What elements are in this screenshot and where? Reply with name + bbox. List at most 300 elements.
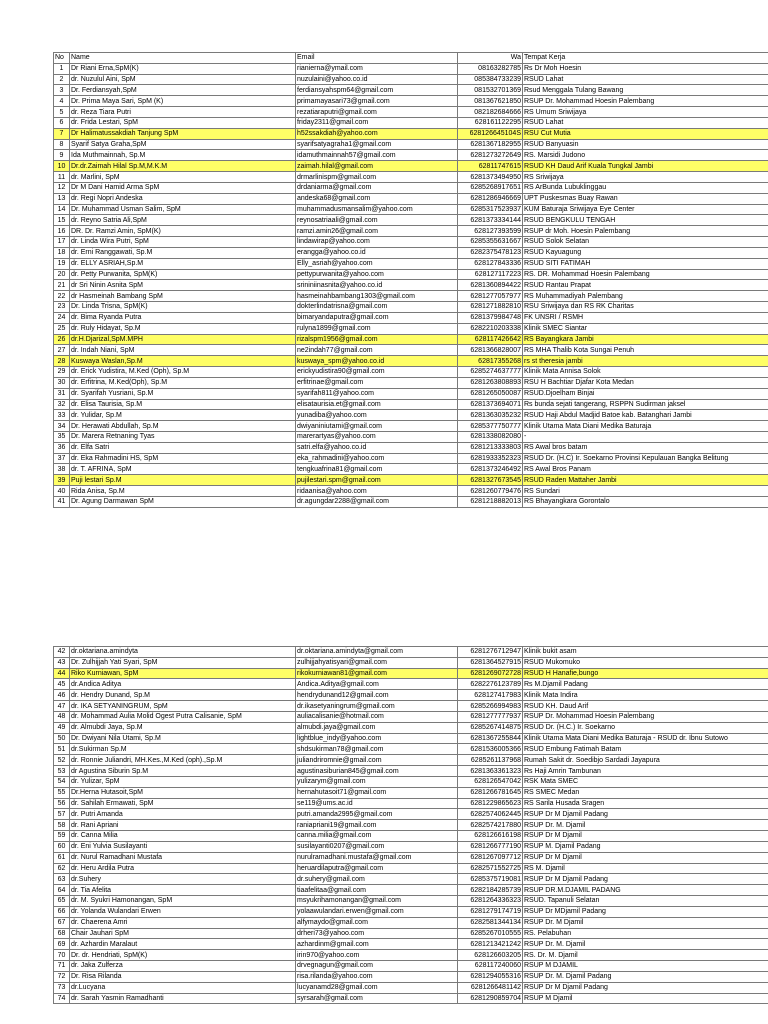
cell-wa: 6281327673545	[458, 475, 523, 486]
cell-email: hasmeinahbambang1303@gmail.com	[296, 291, 458, 302]
cell-name: dr. T. AFRINA, SpM	[70, 464, 296, 475]
cell-name: dr. Frida Lestari, SpM	[70, 117, 296, 128]
cell-wa: 6281277777937	[458, 711, 523, 722]
cell-work: RSUD Haji Abdul Madjid Batoe kab. Batanghari Jambi	[523, 410, 768, 421]
cell-wa: 6282571552725	[458, 863, 523, 874]
header-name: Name	[70, 53, 296, 64]
table-row	[54, 464, 768, 475]
cell-wa: 6281263808893	[458, 377, 523, 388]
cell-work: RSUP Dr. Mohammad Hoesin Palembang	[523, 96, 768, 107]
cell-work: RSUD Raden Mattaher Jambi	[523, 475, 768, 486]
table-row	[54, 766, 768, 777]
table-row	[54, 399, 768, 410]
cell-email: eka_rahmadini@yahoo.com	[296, 453, 458, 464]
table-row	[54, 863, 768, 874]
cell-no: 9	[54, 150, 70, 161]
cell-no: 14	[54, 204, 70, 215]
cell-name: Dr Riani Erna,SpM(K)	[70, 63, 296, 74]
cell-email: lindawirap@yahoo.com	[296, 237, 458, 248]
cell-no: 33	[54, 410, 70, 421]
table-row	[54, 258, 768, 269]
cell-work: RSUD KH. Daud Arif	[523, 701, 768, 712]
cell-name: dr. Canna Milia	[70, 831, 296, 842]
cell-wa: 6285377750777	[458, 421, 523, 432]
cell-no: 37	[54, 453, 70, 464]
cell-work: RSUP Dr MDjamil Padang	[523, 906, 768, 917]
cell-wa: 6282574062445	[458, 809, 523, 820]
cell-name: Chair Jauhari SpM	[70, 928, 296, 939]
cell-wa: 6282276123789	[458, 679, 523, 690]
cell-name: Dr. Risa Rilanda	[70, 971, 296, 982]
cell-no: 45	[54, 679, 70, 690]
cell-work: RS ArBunda Lubuklinggau	[523, 182, 768, 193]
cell-name: dr.oktariana.amindyta	[70, 647, 296, 658]
cell-name: dr. Heru Ardila Putra	[70, 863, 296, 874]
table-row	[54, 722, 768, 733]
cell-work: RSU Sriwijaya dan RS RK Charitas	[523, 302, 768, 313]
cell-wa: 08163282785	[458, 63, 523, 74]
cell-email: syarifah811@yahoo.com	[296, 388, 458, 399]
table-row	[54, 917, 768, 928]
cell-name: dr. Eka Rahmadini HS, SpM	[70, 453, 296, 464]
table-row	[54, 711, 768, 722]
cell-no: 68	[54, 928, 70, 939]
cell-name: dr. ELLY ASRIAH,Sp.M	[70, 258, 296, 269]
cell-work: Klinik bukit asam	[523, 647, 768, 658]
table-row	[54, 269, 768, 280]
table-row	[54, 215, 768, 226]
cell-no: 16	[54, 226, 70, 237]
table-row	[54, 668, 768, 679]
cell-no: 15	[54, 215, 70, 226]
cell-work: KUM Baturaja Sriwijaya Eye Center	[523, 204, 768, 215]
cell-wa: 081367621850	[458, 96, 523, 107]
table-row	[54, 647, 768, 658]
table-row	[54, 237, 768, 248]
cell-email: se119@ums.ac.id	[296, 798, 458, 809]
cell-email: erfitrinae@gmail.com	[296, 377, 458, 388]
cell-email: drdaniarma@gmail.com	[296, 182, 458, 193]
cell-wa: 6282581344134	[458, 917, 523, 928]
cell-name: Dr. Agung Darmawan SpM	[70, 496, 296, 507]
cell-name: Dr. dr. Hendriati, SpM(K)	[70, 950, 296, 961]
cell-email: yulizarym@gmail.com	[296, 776, 458, 787]
cell-work: RSUD BENGKULU TENGAH	[523, 215, 768, 226]
cell-wa: 6285266994983	[458, 701, 523, 712]
cell-work: RSUP Dr. M Djamil	[523, 917, 768, 928]
cell-email: heruardilaputra@gmail.com	[296, 863, 458, 874]
cell-wa: 6285274637777	[458, 367, 523, 378]
cell-wa: 6281366828007	[458, 345, 523, 356]
cell-work: RSUD. Tapanuli Selatan	[523, 896, 768, 907]
table-row	[54, 421, 768, 432]
cell-wa: 6281264336323	[458, 896, 523, 907]
cell-wa: 628126603205	[458, 950, 523, 961]
table-row	[54, 161, 768, 172]
cell-wa: 6281265050087	[458, 388, 523, 399]
cell-no: 34	[54, 421, 70, 432]
cell-email: ramzi.amin26@gmail.com	[296, 226, 458, 237]
table-row	[54, 820, 768, 831]
table-row	[54, 950, 768, 961]
cell-email: zulhijjahyatisyari@gmail.com	[296, 657, 458, 668]
cell-wa: 6281286946669	[458, 193, 523, 204]
cell-work: RSUP Dr. M. Djamil	[523, 939, 768, 950]
cell-work: UPT Puskesmas Buay Rawan	[523, 193, 768, 204]
cell-work: Rsud Menggala Tulang Bawang	[523, 85, 768, 96]
table-row	[54, 312, 768, 323]
cell-email: rianierna@ymail.com	[296, 63, 458, 74]
cell-wa: 6281269072728	[458, 668, 523, 679]
cell-name: dr. Nurul Ramadhani Mustafa	[70, 852, 296, 863]
cell-wa: 628126616198	[458, 831, 523, 842]
cell-no: 50	[54, 733, 70, 744]
cell-wa: 6281373494950	[458, 172, 523, 183]
cell-name: dr. Regi Nopri Andeska	[70, 193, 296, 204]
cell-name: dr. Indah Niani, SpM	[70, 345, 296, 356]
cell-no: 48	[54, 711, 70, 722]
cell-wa: 6281267097712	[458, 852, 523, 863]
cell-name: dr.Sukirman Sp.M	[70, 744, 296, 755]
contact-table-2	[53, 646, 768, 1004]
cell-name: Dr.Herna Hutasoit,SpM	[70, 787, 296, 798]
cell-work: RS M. Djamil	[523, 863, 768, 874]
table-row	[54, 345, 768, 356]
table-row	[54, 971, 768, 982]
cell-email: dr.agungdar2288@gmail.com	[296, 496, 458, 507]
cell-wa: 6281273272649	[458, 150, 523, 161]
cell-name: dr.Lucyana	[70, 982, 296, 993]
cell-no: 41	[54, 496, 70, 507]
cell-wa: 6281213421242	[458, 939, 523, 950]
cell-name: dr Sri Ninin Asnita SpM	[70, 280, 296, 291]
table-row	[54, 74, 768, 85]
table-row	[54, 182, 768, 193]
table-row	[54, 172, 768, 183]
cell-email: Elly_asriah@yahoo.com	[296, 258, 458, 269]
cell-wa: 6281373694071	[458, 399, 523, 410]
cell-wa: 628127843336	[458, 258, 523, 269]
cell-no: 18	[54, 247, 70, 258]
cell-name: dr. Nuzulul Aini, SpM	[70, 74, 296, 85]
cell-email: erangga@yahoo.co.id	[296, 247, 458, 258]
header-email: Email	[296, 53, 458, 64]
cell-work: -	[523, 431, 768, 442]
cell-name: dr. Marlini, SpM	[70, 172, 296, 183]
cell-name: Kuswaya Waslan,Sp.M	[70, 356, 296, 367]
cell-no: 39	[54, 475, 70, 486]
table-row	[54, 63, 768, 74]
cell-work: RSUD Kayuagung	[523, 247, 768, 258]
cell-no: 55	[54, 787, 70, 798]
cell-no: 3	[54, 85, 70, 96]
cell-no: 6	[54, 117, 70, 128]
table-row	[54, 85, 768, 96]
table-row	[54, 247, 768, 258]
cell-no: 2	[54, 74, 70, 85]
table-row	[54, 896, 768, 907]
cell-email: azhardinm@gmail.com	[296, 939, 458, 950]
cell-no: 72	[54, 971, 70, 982]
cell-wa: 6281277057977	[458, 291, 523, 302]
cell-email: syarifsatyagraha1@gmail.com	[296, 139, 458, 150]
cell-wa: 6281266781645	[458, 787, 523, 798]
cell-no: 30	[54, 377, 70, 388]
cell-email: yunadiba@yahoo.com	[296, 410, 458, 421]
table-row	[54, 809, 768, 820]
cell-no: 20	[54, 269, 70, 280]
cell-no: 54	[54, 776, 70, 787]
table-row	[54, 831, 768, 842]
cell-wa: 6282184285739	[458, 885, 523, 896]
cell-name: dr. Eni Yulvia Susilayanti	[70, 841, 296, 852]
cell-no: 64	[54, 885, 70, 896]
cell-work: Rs M.Djamil Padang	[523, 679, 768, 690]
cell-email: rulyna1899@gmail.com	[296, 323, 458, 334]
cell-work: RSUP M. Djamil Padang	[523, 841, 768, 852]
cell-wa: 6282574217880	[458, 820, 523, 831]
cell-name: dr. Syarifah Yusriani, Sp.M	[70, 388, 296, 399]
cell-no: 66	[54, 906, 70, 917]
cell-no: 22	[54, 291, 70, 302]
cell-no: 58	[54, 820, 70, 831]
cell-name: dr. M. Syukri Hamonangan, SpM	[70, 896, 296, 907]
cell-work: Klinik Mata Indira	[523, 690, 768, 701]
cell-wa: 6281229865623	[458, 798, 523, 809]
cell-email: hernahutasoit71@gmail.com	[296, 787, 458, 798]
cell-email: rezatiaraputri@gmail.com	[296, 107, 458, 118]
cell-no: 23	[54, 302, 70, 313]
cell-work: RS Bayangkara Jambi	[523, 334, 768, 345]
table-row	[54, 128, 768, 139]
cell-wa: 628127417983	[458, 690, 523, 701]
cell-work: RS Bhayangkara Gorontalo	[523, 496, 768, 507]
cell-work: RS Sundari	[523, 486, 768, 497]
cell-wa: 628161122295	[458, 117, 523, 128]
cell-wa: 62817355268	[458, 356, 523, 367]
cell-wa: 6282210203338	[458, 323, 523, 334]
table-row	[54, 475, 768, 486]
cell-email: erickyudistira90@gmail.com	[296, 367, 458, 378]
cell-work: RS SMEC Medan	[523, 787, 768, 798]
cell-name: Syarif Satya Graha,SpM	[70, 139, 296, 150]
cell-name: dr. Petty Purwanita, SpM(K)	[70, 269, 296, 280]
cell-no: 38	[54, 464, 70, 475]
cell-wa: 082182684666	[458, 107, 523, 118]
table-row	[54, 486, 768, 497]
cell-email: drmarlinispm@gmail.com	[296, 172, 458, 183]
cell-work: RS Sriwijaya	[523, 172, 768, 183]
cell-name: dr. Hendry Dunand, Sp.M	[70, 690, 296, 701]
cell-wa: 6285261137968	[458, 755, 523, 766]
cell-wa: 6281218882013	[458, 496, 523, 507]
table-row	[54, 679, 768, 690]
cell-work: RS Awal Bros Panam	[523, 464, 768, 475]
contact-table-1	[53, 52, 768, 508]
cell-work: Rs Haji Amrin Tambunan	[523, 766, 768, 777]
cell-work: RS Umum Sriwijaya	[523, 107, 768, 118]
cell-wa: 6281271882810	[458, 302, 523, 313]
cell-no: 1	[54, 63, 70, 74]
table-row	[54, 776, 768, 787]
cell-email: primamayasari73@gmail.com	[296, 96, 458, 107]
cell-wa: 6281279174719	[458, 906, 523, 917]
cell-no: 32	[54, 399, 70, 410]
table-row	[54, 841, 768, 852]
header-wa: Wa	[458, 53, 523, 64]
cell-wa: 6285355631667	[458, 237, 523, 248]
table-row	[54, 431, 768, 442]
cell-name: dr. Sarah Yasmin Ramadhanti	[70, 993, 296, 1004]
cell-email: bimaryandaputra@gmail.com	[296, 312, 458, 323]
cell-email: tengkuafrina81@gmail.com	[296, 464, 458, 475]
cell-name: Dr. Dwiyani Nila Utami, Sp.M	[70, 733, 296, 744]
cell-no: 67	[54, 917, 70, 928]
cell-email: agustinasiburian845@gmail.com	[296, 766, 458, 777]
cell-work: RS. Dr. M. Djamil	[523, 950, 768, 961]
cell-name: Dr.dr.Zaimah Hilal Sp.M,M.K.M	[70, 161, 296, 172]
cell-email: msyukrihamonangan@gmail.com	[296, 896, 458, 907]
cell-work: RSUP Dr. Mohammad Hoesin Palembang	[523, 711, 768, 722]
table-row	[54, 939, 768, 950]
cell-name: dr.Suhery	[70, 874, 296, 885]
cell-email: muhammadusmansalim@yahoo.com	[296, 204, 458, 215]
table-row	[54, 852, 768, 863]
cell-no: 24	[54, 312, 70, 323]
cell-name: dr Hasmeinah Bambang SpM	[70, 291, 296, 302]
cell-work: RSUP Dr. M. Djamil Padang	[523, 971, 768, 982]
cell-email: satri.elfa@yahoo.co.id	[296, 442, 458, 453]
table-row	[54, 442, 768, 453]
cell-email: alfymaydo@gmail.com	[296, 917, 458, 928]
cell-email: tiaafelitaa@gmail.com	[296, 885, 458, 896]
cell-no: 17	[54, 237, 70, 248]
table-row	[54, 982, 768, 993]
cell-no: 29	[54, 367, 70, 378]
cell-email: syrsarah@gmail.com	[296, 993, 458, 1004]
cell-wa: 6281266777190	[458, 841, 523, 852]
cell-name: dr. Chaerena Amri	[70, 917, 296, 928]
table-row	[54, 226, 768, 237]
cell-email: rikokurniawan81@gmail.com	[296, 668, 458, 679]
table-row	[54, 334, 768, 345]
cell-email: marerartyas@yahoo.com	[296, 431, 458, 442]
cell-name: dr. Erni Ranggawati, Sp.M	[70, 247, 296, 258]
cell-name: dr. IKA SETYANINGRUM, SpM	[70, 701, 296, 712]
cell-email: ferdiansyahspm64@gmail.com	[296, 85, 458, 96]
cell-email: h52ssakdiah@yahoo.com	[296, 128, 458, 139]
table-row	[54, 744, 768, 755]
cell-wa: 081532701369	[458, 85, 523, 96]
table-row	[54, 906, 768, 917]
table-row	[54, 280, 768, 291]
table-row	[54, 993, 768, 1004]
table-row	[54, 356, 768, 367]
cell-no: 13	[54, 193, 70, 204]
table-row	[54, 96, 768, 107]
cell-no: 43	[54, 657, 70, 668]
cell-wa: 628126547042	[458, 776, 523, 787]
cell-wa: 6281933352323	[458, 453, 523, 464]
table-row	[54, 798, 768, 809]
cell-no: 36	[54, 442, 70, 453]
cell-name: dr. Ronnie Juliandri, MH.Kes.,M.Ked (oph).,Sp.M	[70, 755, 296, 766]
cell-name: dr. Tia Afelita	[70, 885, 296, 896]
cell-wa: 6281364527915	[458, 657, 523, 668]
table-row	[54, 496, 768, 507]
cell-work: Klinik Utama Mata Diani Medika Baturaja - RSUD dr. Ibnu Sutowo	[523, 733, 768, 744]
table-row	[54, 453, 768, 464]
cell-no: 56	[54, 798, 70, 809]
cell-wa: 62811747615	[458, 161, 523, 172]
header-no: No	[54, 53, 70, 64]
cell-work: RS. Marsidi Judono	[523, 150, 768, 161]
cell-email: ridaanisa@yahoo.com	[296, 486, 458, 497]
cell-no: 59	[54, 831, 70, 842]
table-row	[54, 193, 768, 204]
table-row	[54, 690, 768, 701]
cell-work: RSUD Dr. (H.C) Ir. Soekarno Provinsi Kepulauan Bangka Belitung	[523, 453, 768, 464]
cell-work: Klinik Utama Mata Diani Medika Baturaja	[523, 421, 768, 432]
table-row	[54, 733, 768, 744]
cell-no: 70	[54, 950, 70, 961]
cell-work: Rs Dr Moh Hoesin	[523, 63, 768, 74]
cell-name: dr. Sahilah Ermawati, SpM	[70, 798, 296, 809]
cell-wa: 6285267010555	[458, 928, 523, 939]
cell-work: RSUD Lahat	[523, 74, 768, 85]
cell-work: RSUP Dr M Djamil	[523, 831, 768, 842]
cell-no: 46	[54, 690, 70, 701]
cell-email: dr.oktariana.amindyta@gmail.com	[296, 647, 458, 658]
table-row	[54, 410, 768, 421]
cell-no: 47	[54, 701, 70, 712]
cell-work: RSUD Lahat	[523, 117, 768, 128]
table-row	[54, 885, 768, 896]
cell-name: Dr. Herawati Abdullah, Sp.M	[70, 421, 296, 432]
cell-work: RSK Mata SMEC	[523, 776, 768, 787]
cell-name: dr. Rani Apriani	[70, 820, 296, 831]
cell-work: RSUP M DJAMIL	[523, 961, 768, 972]
cell-name: dr. Elfa Satri	[70, 442, 296, 453]
cell-work: RSUP M Djamil	[523, 993, 768, 1004]
cell-work: RS Awal bros batam	[523, 442, 768, 453]
cell-no: 61	[54, 852, 70, 863]
cell-email: nurulramadhani.mustafa@gmail.com	[296, 852, 458, 863]
cell-no: 74	[54, 993, 70, 1004]
cell-wa: 628127117223	[458, 269, 523, 280]
cell-wa: 628117240060	[458, 961, 523, 972]
header-work: Tempat Kerja	[523, 53, 768, 64]
cell-work: RSUP Dr M Djamil Padang	[523, 982, 768, 993]
table-row	[54, 117, 768, 128]
cell-email: juliandriromnie@gmail.com	[296, 755, 458, 766]
cell-work: RSU H Bachtiar Djafar Kota Medan	[523, 377, 768, 388]
cell-email: hendrydunand12@gmail.com	[296, 690, 458, 701]
cell-email: risa.rilanda@yahoo.com	[296, 971, 458, 982]
cell-name: Dr. Zulhijjah Yati Syari, SpM	[70, 657, 296, 668]
cell-no: 11	[54, 172, 70, 183]
cell-name: dr. Almubdi Jaya, Sp.M	[70, 722, 296, 733]
table-row	[54, 204, 768, 215]
cell-work: RSUP Dr. M. Djamil	[523, 820, 768, 831]
cell-email: friday2311@gmail.com	[296, 117, 458, 128]
cell-email: lightblue_indy@yahoo.com	[296, 733, 458, 744]
cell-work: RSUP Dr M Djamil Padang	[523, 874, 768, 885]
cell-name: Dr M Dani Hamid Arma SpM	[70, 182, 296, 193]
cell-wa: 6281360894422	[458, 280, 523, 291]
cell-email: idamuthmainnah57@gmail.com	[296, 150, 458, 161]
cell-email: rizalspm1956@gmail.com	[296, 334, 458, 345]
